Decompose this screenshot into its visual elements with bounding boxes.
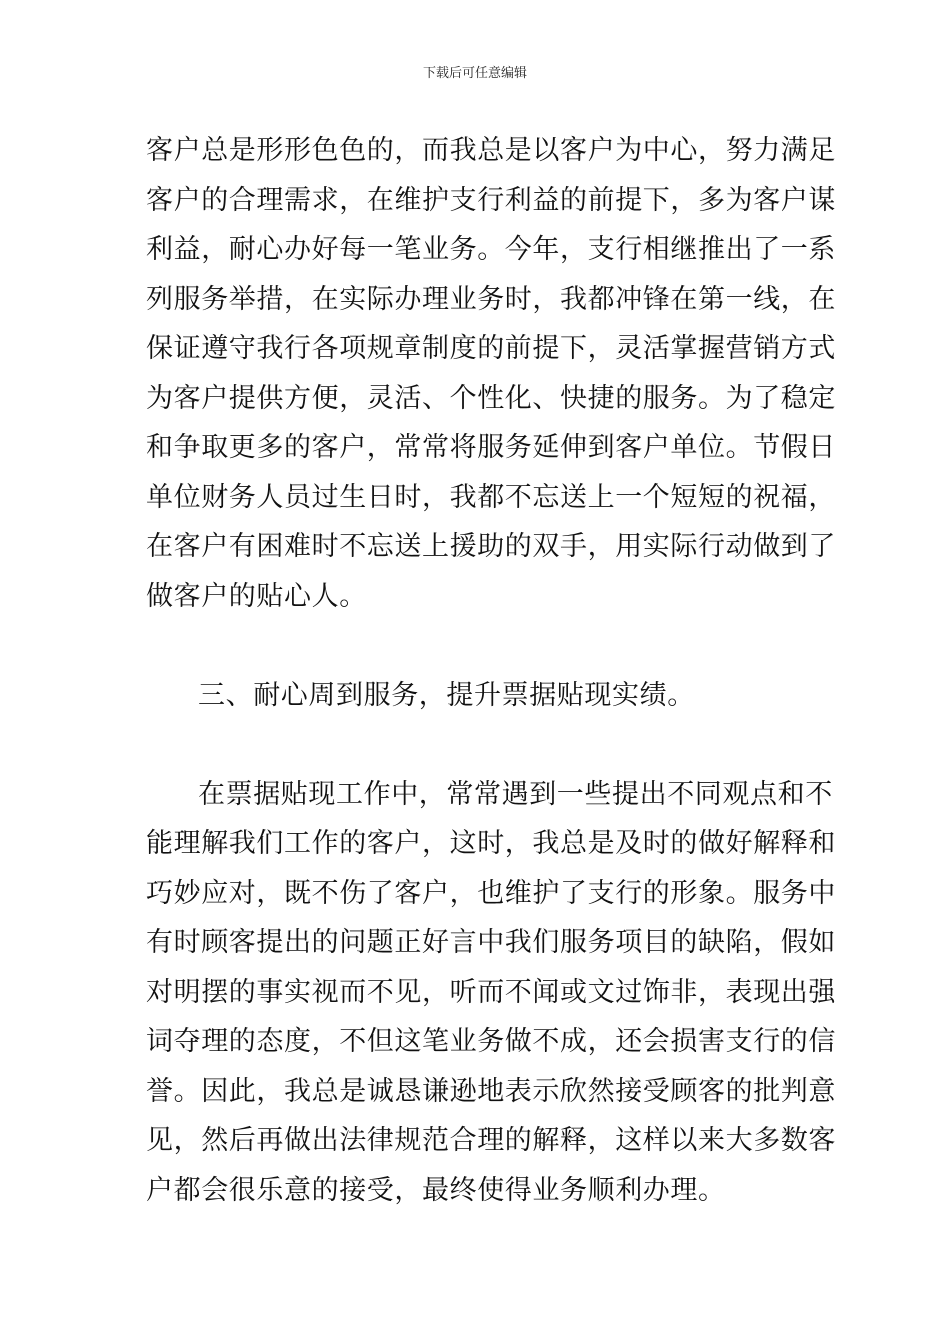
text-line: 巧妙应对，既不伤了客户，也维护了支行的形象。服务中 — [146, 877, 836, 909]
text-line: 在票据贴现工作中，常常遇到一些提出不同观点和不 — [198, 778, 833, 810]
text-line: 在客户有困难时不忘送上援助的双手，用实际行动做到了 — [146, 531, 836, 562]
text-line: 做客户的贴心人。 — [146, 580, 367, 612]
text-line: 保证遵守我行各项规章制度的前提下，灵活掌握营销方式 — [146, 333, 836, 364]
text-line: 和争取更多的客户，常常将服务延伸到客户单位。节假日 — [146, 432, 836, 463]
paragraph-bill-discount — [146, 770, 836, 1216]
text-line: 利益，耐心办好每一笔业务。今年，支行相继推出了一系 — [146, 234, 836, 265]
paragraph-customer-service — [146, 126, 836, 621]
document-body — [146, 126, 836, 1215]
paragraph-spacer — [146, 621, 806, 671]
text-line: 能理解我们工作的客户，这时，我总是及时的做好解释和 — [146, 828, 836, 859]
page-header: 下载后可任意编辑 — [422, 66, 527, 81]
text-line: 词夺理的态度，不但这笔业务做不成，还会损害支行的信 — [146, 1026, 836, 1057]
text-line: 誉。因此，我总是诚恳谦逊地表示欣然接受顾客的批判意 — [146, 1075, 836, 1107]
text-line: 客户总是形形色色的，而我总是以客户为中心，努力满足 — [146, 135, 836, 166]
paragraph-spacer — [146, 720, 806, 770]
text-line: 客户的合理需求，在维护支行利益的前提下，多为客户谋 — [146, 184, 836, 216]
section-heading-text: 三、耐心周到服务，提升票据贴现实绩。 — [198, 679, 695, 711]
text-line: 为客户提供方便，灵活、个性化、快捷的服务。为了稳定 — [146, 382, 836, 414]
text-line: 有时顾客提出的问题正好言中我们服务项目的缺陷，假如 — [146, 927, 836, 958]
text-line: 户都会很乐意的接受，最终使得业务顺利办理。 — [146, 1174, 726, 1206]
text-line: 见，然后再做出法律规范合理的解释，这样以来大多数客 — [146, 1125, 836, 1156]
text-line: 列服务举措，在实际办理业务时，我都冲锋在第一线，在 — [146, 283, 836, 315]
text-line: 单位财务人员过生日时，我都不忘送上一个短短的祝福， — [146, 481, 836, 513]
section-heading — [146, 671, 806, 721]
text-line: 对明摆的事实视而不见，听而不闻或文过饰非，表现出强 — [146, 976, 836, 1008]
